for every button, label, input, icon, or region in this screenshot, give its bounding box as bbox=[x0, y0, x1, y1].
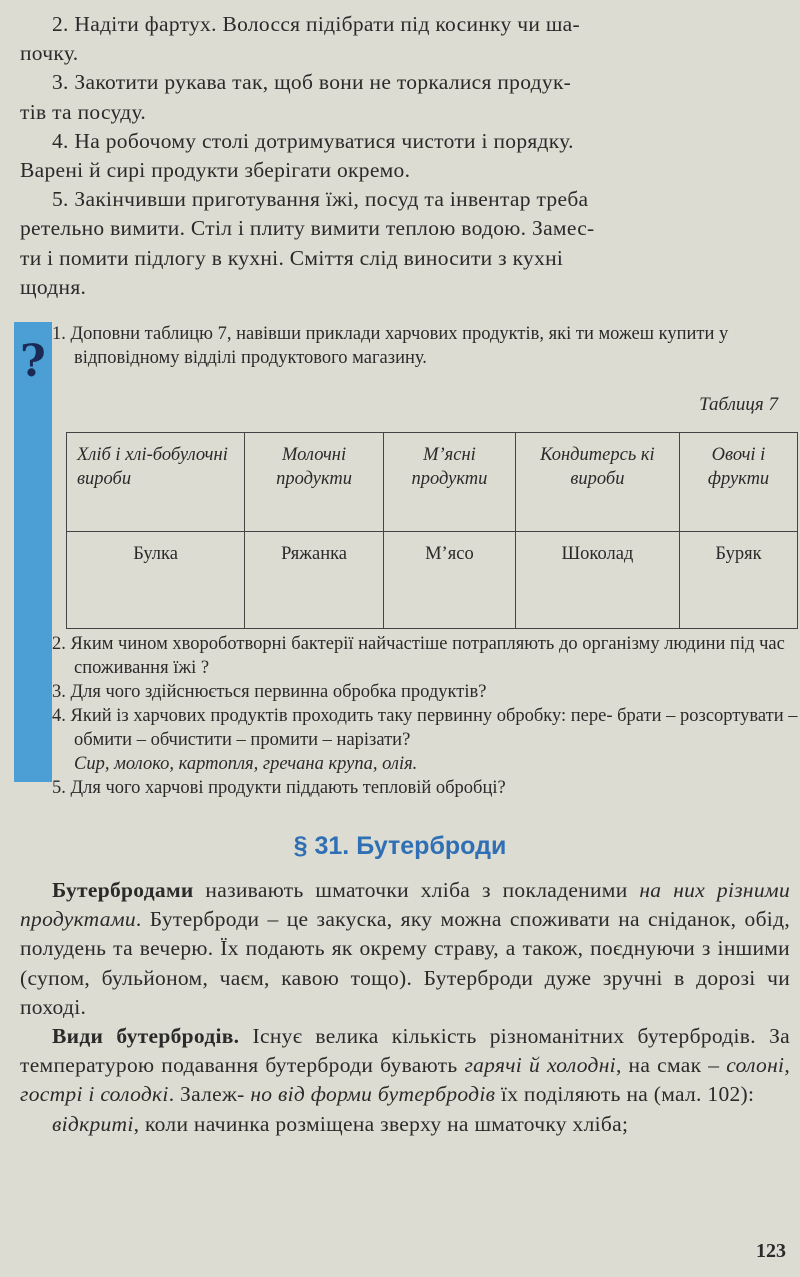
table-cell: Буряк bbox=[680, 532, 798, 629]
question-5: 5. Для чого харчові продукти піддають тепловій обробці? bbox=[52, 778, 506, 798]
table-header-cell: Молочні продукти bbox=[245, 433, 384, 532]
paragraph-definition bbox=[20, 876, 790, 1022]
text-span: . Залеж- bbox=[168, 1082, 245, 1107]
text-span: їх поділяють на (мал. 102): bbox=[495, 1082, 755, 1107]
term-italic: но від форми бутербродів bbox=[250, 1082, 496, 1107]
table-header-cell: Хліб і хлі-бобулочні вироби bbox=[67, 433, 245, 532]
table-row bbox=[67, 532, 798, 629]
section-heading: § 31. Бутерброди bbox=[293, 832, 507, 860]
table-cell: Ряжанка bbox=[245, 532, 384, 629]
rule-4-line-1: 4. На робочому столі дотримуватися чистоти і порядку. bbox=[52, 128, 574, 153]
term-italic: на них різними продуктами bbox=[20, 878, 790, 932]
question-4-examples: Сир, молоко, картопля, гречана крупа, олія. bbox=[74, 754, 418, 774]
questions-2-5 bbox=[52, 632, 798, 800]
hygiene-rules bbox=[20, 10, 790, 302]
rule-5-line-1: 5. Закінчивши приготування їжі, посуд та інвентар треба bbox=[52, 187, 589, 212]
question-2: 2. Яким чином хвороботворні бактерії найчастіше потрапляють до організму людини під час споживання їжі ? bbox=[52, 634, 785, 678]
subheading-bold: Види бутербродів. bbox=[52, 1024, 240, 1049]
paragraph-types bbox=[20, 1022, 790, 1110]
text-span: . Бутерброди – це закуска, яку можна споживати на сніданок, обід, полудень та вечерю. Їх подають як окрему страву, а також, поєднуючи з іншими (супом, бульйоном, чаєм, кавою тощо). Бутерброди дуже зручні в дорозі чи поході. bbox=[20, 907, 790, 1019]
paragraph-open bbox=[20, 1110, 790, 1139]
term-italic: відкриті bbox=[52, 1111, 134, 1136]
table-caption: Таблиця 7 bbox=[699, 394, 778, 415]
rule-4-line-2: Варені й сирі продукти зберігати окремо. bbox=[20, 158, 411, 183]
question-3: 3. Для чого здійснюється первинна обробка продуктів? bbox=[52, 682, 487, 702]
rule-5-line-3: ти і помити підлогу в кухні. Сміття слід виносити з кухні bbox=[20, 245, 564, 270]
rule-2-line-1: 2. Надіти фартух. Волосся підібрати під косинку чи ша- bbox=[52, 12, 580, 36]
table-header-cell: М’ясні продукти bbox=[383, 433, 515, 532]
rule-2-line-2: почку. bbox=[20, 41, 79, 66]
rule-3-line-1: 3. Закотити рукава так, щоб вони не торкалися продук- bbox=[52, 70, 572, 95]
table-header-cell: Овочі і фрукти bbox=[680, 433, 798, 532]
term-bold: Бутербродами bbox=[52, 878, 194, 902]
table-cell: Шоколад bbox=[515, 532, 679, 629]
questions-block bbox=[14, 322, 800, 798]
rule-5-line-4: щодня. bbox=[20, 274, 87, 299]
section-body bbox=[20, 876, 790, 1139]
question-1-text: 1. Доповни таблицю 7, навівши приклади харчових продуктів, які ти можеш купити у відповідному відділі продуктового магазину. bbox=[52, 324, 729, 368]
question-4: 4. Який із харчових продуктів проходить таку первинну обробку: пере- брати – розсортувати – обмити – обчистити – промити – нарізати? bbox=[52, 706, 798, 750]
table-header-row bbox=[67, 433, 798, 532]
question-1 bbox=[52, 322, 798, 370]
text-span: називають шматочки хліба з покладеними bbox=[193, 878, 640, 902]
text-span: Існує велика кількість різноманітних бутербродів. За температурою подавання бутерброди бувають bbox=[20, 1024, 791, 1078]
table-cell: М’ясо bbox=[383, 532, 515, 629]
text-span: , на смак – bbox=[615, 1053, 727, 1078]
term-italic: гарячі й холодні bbox=[464, 1053, 616, 1078]
question-mark-icon: ? bbox=[20, 336, 46, 387]
table-header-cell: Кондитерсь кі вироби bbox=[515, 433, 679, 532]
text-span: , коли начинка розміщена зверху на шматочку хліба; bbox=[133, 1111, 629, 1136]
table-cell: Булка bbox=[67, 532, 245, 629]
page-number: 123 bbox=[756, 1240, 786, 1262]
term-italic: солоні, гострі і солодкі bbox=[20, 1053, 790, 1107]
food-table bbox=[66, 432, 798, 629]
rule-3-line-2: тів та посуду. bbox=[20, 99, 147, 124]
questions-sidebar bbox=[14, 322, 52, 782]
rule-5-line-2: ретельно вимити. Стіл і плиту вимити теплою водою. Замес- bbox=[20, 216, 595, 241]
